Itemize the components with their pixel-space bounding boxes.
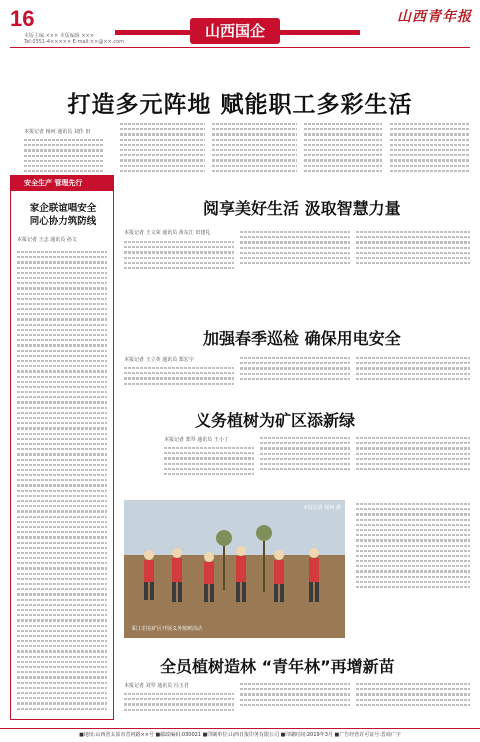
section-2-title: 加强春季巡检 确保用电安全 [203, 329, 401, 348]
photo-credit: 本报记者 杨珂 摄 [302, 505, 341, 511]
newspaper-logo: 山西青年报 [397, 9, 472, 25]
section-3-byline: 本报记者 郑琴 通讯员 王小丁 [164, 437, 229, 443]
section-2-byline: 本报记者 王立英 通讯员 郑宏宇 [124, 357, 194, 363]
header-info [24, 33, 124, 45]
section-3-body [356, 500, 470, 638]
section-1-body [240, 228, 350, 282]
sidebar-title-line1: 家企联谊唱安全 [29, 203, 97, 214]
section-1-body [124, 238, 234, 282]
sidebar-byline: 本报记者 王志 通讯员 孙文 [17, 237, 77, 243]
section-4-title: 全员植树造林 “青年林”再增新苗 [160, 657, 395, 676]
header-info-line1: 本版主编 ××× 本版编辑 ××× [24, 33, 94, 39]
section-title: 山西国企 [190, 18, 280, 44]
section-1-byline: 本报记者 王文荣 通讯员 黄东江 田建礼 [124, 230, 211, 236]
photo-caption: 职工们在矿区开展义务植树活动 [132, 626, 203, 632]
footer-divider [0, 728, 480, 729]
text-column [24, 136, 104, 172]
section-4-body [240, 680, 350, 724]
text-column [212, 120, 297, 172]
tree-planting-photo [124, 500, 345, 638]
main-byline: 本报记者 杨珂 通讯员 刘佳 田 [24, 129, 91, 135]
header-divider [10, 47, 470, 48]
sidebar-title [11, 202, 115, 228]
main-headline: 打造多元阵地 赋能职工多彩生活 [67, 92, 413, 118]
section-4-byline: 本报记者 刘琴 通讯员 冯玉君 [124, 683, 189, 689]
section-3-body [356, 434, 470, 494]
section-1-body [356, 228, 470, 282]
section-4-body [124, 690, 234, 724]
sidebar-tag: 安全生产 管理先行 [10, 175, 114, 191]
text-column [390, 120, 470, 172]
text-column [304, 120, 382, 172]
text-column [120, 120, 205, 172]
section-2-body [356, 354, 470, 394]
photo-illustration [124, 500, 345, 638]
section-1-title: 阅享美好生活 汲取智慧力量 [203, 199, 401, 218]
sidebar-article [10, 175, 114, 720]
header-info-line2: Tel:0351-4××××× E-mail:××@××.com [24, 39, 124, 45]
sidebar-body [17, 248, 107, 713]
section-3-body [260, 434, 350, 494]
page-footer: ■地址:山西省太原市晋祠路××号 ■邮政编码:030021 ■印刷单位:山西日报印务有限公司 ■印刷时间:2019年3月 ■广告经营许可证号:晋商广字 [79, 732, 401, 738]
section-2-body [240, 354, 350, 394]
section-3-title: 义务植树为矿区添新绿 [195, 411, 356, 430]
section-2-body [124, 364, 234, 394]
section-4-body [356, 680, 470, 724]
page-number: 16 [10, 6, 35, 31]
page-header [0, 0, 480, 46]
section-3-body [164, 444, 254, 494]
sidebar-title-line2: 同心协力筑防线 [29, 216, 97, 227]
